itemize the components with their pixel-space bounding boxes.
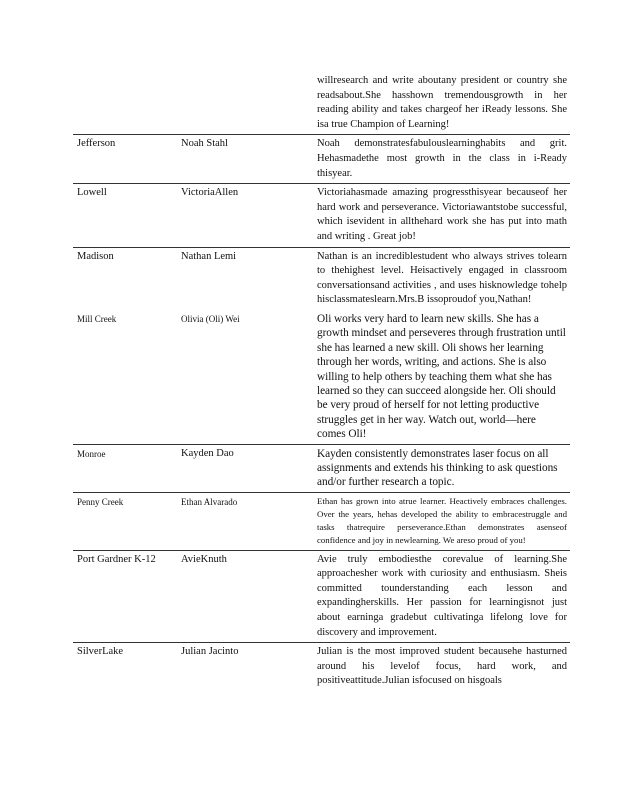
- nominee-table: [73, 72, 570, 691]
- table-row: [73, 135, 570, 184]
- student-cell: Nathan Lemi: [181, 250, 237, 262]
- description-cell: Victoriahasmade amazing progressthisyear becauseof her hard work and perseverance. Victoriawantstobe successful, which isevident in allthehard work she has put into math and writing . Great job!: [317, 187, 567, 242]
- description-cell: willresearch and write aboutany president or country she readsabout.She hasshown tremendousgrowth in her reading ability and takes chargeof her iReady lessons. She isa true Champion of Learning!: [317, 75, 567, 130]
- table-row: [73, 248, 570, 310]
- school-cell: Mill Creek: [77, 313, 117, 324]
- student-cell: AvieKnuth: [181, 553, 227, 565]
- description-cell: Julian is the most improved student becausehe hasturned around his levelof focus, hard work, and positiveattitude.Julian isfocused on hisgoals: [317, 646, 567, 687]
- student-cell: Olivia (Oli) Wei: [181, 313, 240, 324]
- table-row: [73, 184, 570, 247]
- description-cell: Kayden consistently demonstrates laser focus on all assignments and extends his thinking to ask questions and/or further research a topic.: [317, 447, 558, 489]
- school-cell: Penny Creek: [77, 496, 124, 507]
- table-row: [73, 551, 570, 644]
- school-cell: SilverLake: [77, 646, 124, 658]
- school-cell: Port Gardner K-12: [77, 553, 156, 565]
- description-cell: Oli works very hard to learn new skills. She has a growth mindset and perseveres through frustration until she has learned a new skill. Oli shows her learning through her words, writing, and actions. She is also willing to help others by teaching them what she has learned so they can succeed alongside her. Oli should be very proud of herself for not letting productive struggles get in her way. Watch out, world—here comes Oli!: [317, 312, 566, 441]
- school-cell: Lowell: [77, 187, 107, 199]
- school-cell: Madison: [77, 250, 114, 262]
- student-cell: Julian Jacinto: [181, 646, 239, 658]
- student-cell: Kayden Dao: [181, 447, 234, 459]
- school-cell: Monroe: [77, 448, 106, 459]
- student-cell: Noah Stahl: [181, 138, 228, 150]
- student-cell: VictoriaAllen: [181, 187, 239, 199]
- description-cell: Avie truly embodiesthe corevalue of learning.She approachesher work with curiosity and enthusiasm. Sheis committed tounderstanding each lesson and expandingherskills. Her passion for learningisnot just about earninga gradebut cultivatinga lifelong love for discovery and improvement.: [317, 553, 567, 638]
- table-row: [73, 310, 570, 445]
- school-cell: Jefferson: [77, 138, 116, 150]
- table-row: [73, 72, 570, 135]
- description-cell: Ethan has grown into atrue learner. Heactively embraces challenges. Over the years, hehas developed the ability to embracestruggle and tasks thatrequire perseverance.Ethan demonstrates asenseof confidence and joy in newlearning. We areso proud of you!: [317, 495, 567, 546]
- table-row: [73, 493, 570, 551]
- table-row: [73, 445, 570, 493]
- student-cell: Ethan Alvarado: [181, 496, 238, 507]
- table-row: [73, 643, 570, 691]
- description-cell: Nathan is an incrediblestudent who always strives tolearn to thehighest level. Heisactively engaged in classroom conversationsand activities , and uses hisknowledge tohelp hisclassmateslearn.Mrs.B issoproudof you,Nathan!: [317, 250, 567, 306]
- description-cell: Noah demonstratesfabulouslearninghabits and grit. Hehasmadethe most growth in the class in i-Ready thisyear.: [317, 138, 567, 179]
